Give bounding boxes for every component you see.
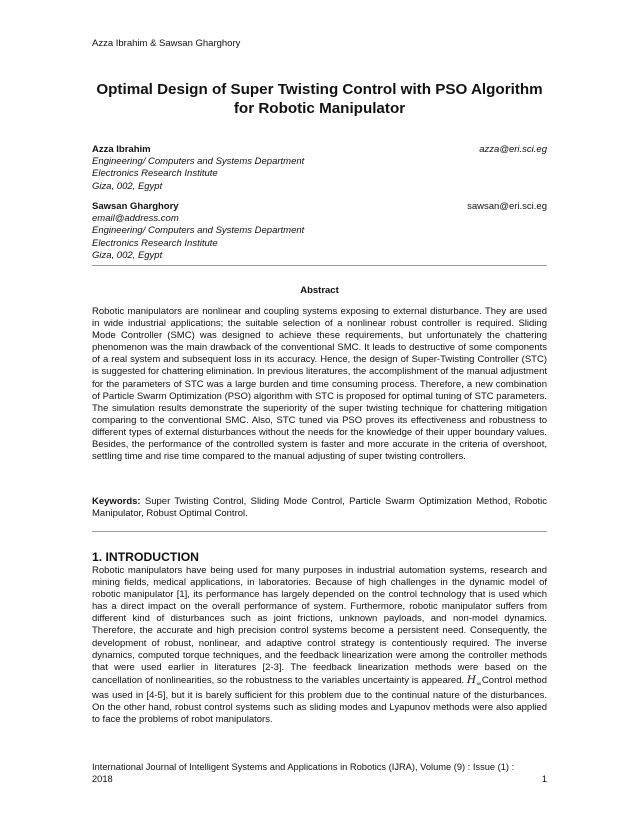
- footer-journal-line-1: International Journal of Intelligent Systems and Applications in Robotics (IJRA), Volume (9) : Issue (1) :: [92, 762, 515, 772]
- author-2: [92, 201, 547, 262]
- author-1-name: Azza Ibrahim: [92, 144, 151, 155]
- intro-text-part-2: Control method was used in [4-5], but it is barely sufficient for this problem due to the continual nature of the disturbances. On the other hand, robust control systems such as sliding modes and Lyapunov methods were also applied to face the problems of robot manipulators.: [92, 674, 548, 726]
- author-2-affil-2: Engineering/ Computers and Systems Department: [92, 225, 305, 237]
- author-1-affil-2: Electronics Research Institute: [92, 168, 218, 180]
- section-1-heading: 1. INTRODUCTION: [92, 550, 199, 564]
- author-2-name: Sawsan Gharghory: [92, 201, 179, 212]
- intro-paragraph: [92, 565, 547, 726]
- paper-title: [92, 80, 547, 118]
- page-footer: [92, 761, 547, 785]
- abstract-heading: Abstract: [300, 285, 339, 296]
- author-2-affil-3: Electronics Research Institute: [92, 237, 218, 249]
- intro-text-part-1: Robotic manipulators have being used for many purposes in industrial automation systems, research and mining fields, medical applications, in laboratories. Because of high challenges in the dynamic model of robotic manipulator [1], its performance has largely depended on the control technology that is used which has a direct impact on the overall performance of system. Furthermore, robotic manipulator suffers from different kind of disturbances such as joint frictions, unknown payloads, and non-model dynamics. Therefore, the accurate and high precision control systems become a persistent need. Consequently, the development of robust, nonlinear, and adaptive control strategy is contentiously required. The inverse dynamics, computed torque techniques, and the feedback linearization were among the controller methods that were used earlier in literatures [2-3]. The feedback linearization methods were based on the cancellation of nonlinearities, so the robustness to the variables uncertainty is appeared.: [92, 565, 547, 686]
- divider-bottom: [92, 531, 547, 532]
- h-infinity-symbol: [467, 674, 482, 686]
- keywords-text: Super Twisting Control, Sliding Mode Control, Particle Swarm Optimization Method, Robotic Manipulator, Robust Optimal Control.: [92, 496, 547, 520]
- footer-journal-line-2: 2018: [92, 774, 113, 784]
- author-1: [92, 144, 547, 193]
- author-2-affil-4: Giza, 002, Egypt: [92, 249, 163, 261]
- h-infinity-subscript: ∞: [476, 679, 482, 688]
- divider-top: [92, 265, 547, 266]
- author-1-affil-3: Giza, 002, Egypt: [92, 180, 163, 192]
- page-number: 1: [541, 774, 547, 784]
- author-1-email: azza@eri.sci.eg: [479, 144, 547, 155]
- running-header: Azza Ibrahim & Sawsan Gharghory: [92, 38, 241, 49]
- keywords-label: Keywords:: [92, 496, 141, 507]
- title-line-1: Optimal Design of Super Twisting Control with PSO Algorithm: [96, 81, 543, 98]
- author-2-email: sawsan@eri.sci.eg: [467, 201, 547, 212]
- keywords: [92, 496, 547, 520]
- author-1-affil-1: Engineering/ Computers and Systems Department: [92, 156, 305, 168]
- h-infinity-letter: H: [466, 673, 477, 686]
- abstract-text: Robotic manipulators are nonlinear and coupling systems exposing to external disturbance. They are used in wide industrial applications; the suitable selection of a nonlinear robust controller is required. Sliding Mode Controller (SMC) was designed to achieve these requirements, but unfortunately the chattering phenomenon was the main drawback of the conventional SMC. It leads to destructive of some components of a real system and subsequent loss in its accuracy. Hence, the design of Super-Twisting Controller (STC) is suggested for chattering elimination. In previous literatures, the accomplishment of the manual adjustment for the parameters of STC was a large burden and time consuming process. Therefore, a new combination of Particle Swarm Optimization (PSO) algorithm with STC is proposed for optimal tuning of STC parameters. The simulation results demonstrate the superiority of the super twisting technique for chattering mitigation comparing to the conventional SMC. Also, STC tuned via PSO proves its effectiveness and robustness to different types of external disturbances without the needs for the knowledge of their upper boundary values. Besides, the performance of the controlled system is faster and more accurate in the criteria of overshoot, settling time and rise time compared to the manual adjusting of super twisting controllers.: [92, 306, 547, 463]
- author-2-affil-1: email@address.com: [92, 213, 179, 225]
- title-line-2: for Robotic Manipulator: [233, 100, 406, 117]
